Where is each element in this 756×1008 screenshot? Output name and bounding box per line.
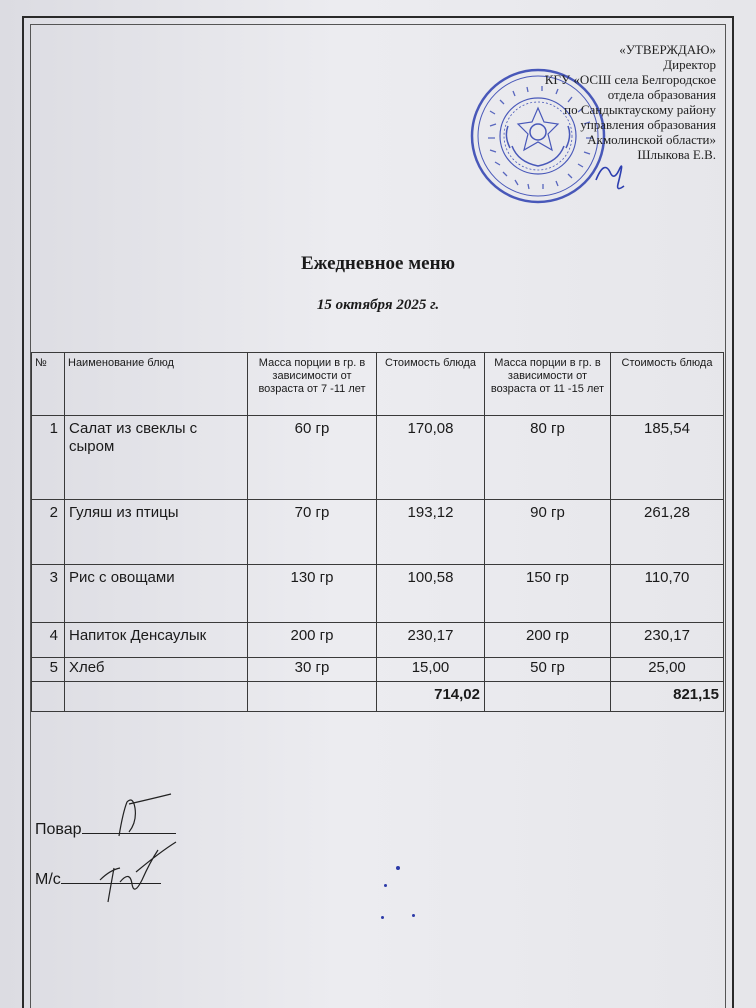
table-row [32, 623, 724, 658]
row-mass-7-11: 130 гр [248, 565, 377, 623]
total-empty-cell [65, 682, 248, 712]
total-empty-cell [248, 682, 377, 712]
row-cost-11-15: 25,00 [611, 658, 724, 682]
total-cost-11-15: 821,15 [611, 682, 724, 712]
row-num: 3 [32, 565, 65, 623]
approval-block [426, 42, 716, 162]
row-cost-11-15: 185,54 [611, 416, 724, 500]
row-mass-11-15: 200 гр [485, 623, 611, 658]
row-cost-7-11: 230,17 [377, 623, 485, 658]
approval-line-region: Акмолинской области» [587, 132, 716, 147]
header-mass-11-15: Масса порции в гр. в зависимости от возраста от 11 -15 лет [485, 353, 611, 416]
row-num: 1 [32, 416, 65, 500]
row-num: 2 [32, 500, 65, 565]
table-row [32, 416, 724, 500]
row-cost-7-11: 100,58 [377, 565, 485, 623]
row-dish-name: Рис с овощами [65, 565, 248, 623]
ink-dot [381, 916, 384, 919]
row-dish-name: Напиток Денсаулык [65, 623, 248, 658]
header-mass-7-11: Масса порции в гр. в зависимости от возраста от 7 -11 лет [248, 353, 377, 416]
total-empty-cell [32, 682, 65, 712]
cook-label: Повар [35, 821, 82, 838]
approval-line-district: по Сандыктаускому району [564, 102, 716, 117]
row-dish-name: Хлеб [65, 658, 248, 682]
total-cost-7-11: 714,02 [377, 682, 485, 712]
ink-dot [384, 884, 387, 887]
menu-date: 15 октября 2025 г. [316, 297, 440, 313]
table-total-row [32, 682, 724, 712]
row-dish-name: Салат из свеклы с сыром [65, 416, 248, 500]
row-mass-11-15: 50 гр [485, 658, 611, 682]
cook-signature-icon [105, 792, 175, 842]
header-cost-7-11: Стоимость блюда [377, 353, 485, 416]
row-mass-11-15: 150 гр [485, 565, 611, 623]
row-cost-7-11: 15,00 [377, 658, 485, 682]
row-mass-7-11: 200 гр [248, 623, 377, 658]
director-signature-icon [590, 150, 630, 195]
ink-dot [396, 866, 400, 870]
row-mass-11-15: 80 гр [485, 416, 611, 500]
row-cost-11-15: 261,28 [611, 500, 724, 565]
page-title: Ежедневное меню [300, 253, 456, 274]
row-mass-7-11: 30 гр [248, 658, 377, 682]
header-num: № [32, 353, 65, 416]
approval-line-administration: управления образования [580, 117, 716, 132]
approval-line-approve: «УТВЕРЖДАЮ» [619, 42, 716, 57]
approval-line-department: отдела образования [607, 87, 716, 102]
table-row [32, 658, 724, 682]
row-num: 4 [32, 623, 65, 658]
row-num: 5 [32, 658, 65, 682]
approval-line-name: Шлыкова Е.В. [637, 147, 716, 162]
approval-line-school: КГУ «ОСШ села Белгородское [544, 72, 716, 87]
nurse-label: М/с [35, 871, 61, 888]
table-row [32, 565, 724, 623]
table-row [32, 500, 724, 565]
total-empty-cell [485, 682, 611, 712]
header-dish-name: Наименование блюд [65, 353, 248, 416]
header-cost-11-15: Стоимость блюда [611, 353, 724, 416]
approval-line-director: Директор [663, 57, 716, 72]
row-dish-name: Гуляш из птицы [65, 500, 248, 565]
row-mass-11-15: 90 гр [485, 500, 611, 565]
menu-table [31, 352, 724, 712]
row-cost-7-11: 170,08 [377, 416, 485, 500]
ink-dot [412, 914, 415, 917]
table-header-row [32, 353, 724, 416]
row-mass-7-11: 60 гр [248, 416, 377, 500]
row-cost-11-15: 110,70 [611, 565, 724, 623]
row-cost-7-11: 193,12 [377, 500, 485, 565]
nurse-signature-icon [80, 840, 180, 910]
row-cost-11-15: 230,17 [611, 623, 724, 658]
row-mass-7-11: 70 гр [248, 500, 377, 565]
